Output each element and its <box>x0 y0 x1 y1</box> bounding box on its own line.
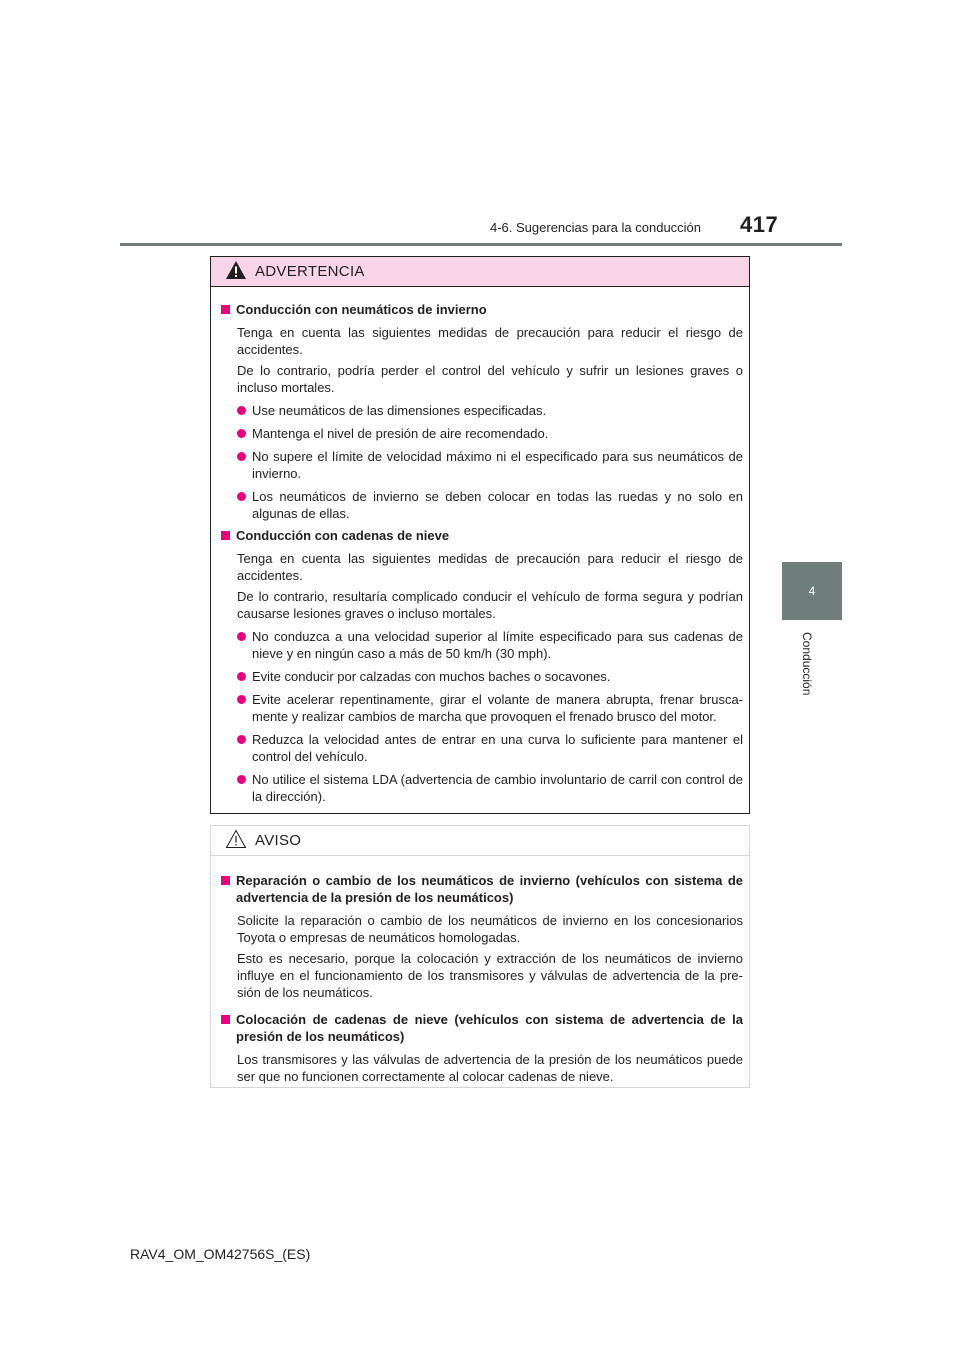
list-item-text: Los neumáticos de invierno se deben colocar en todas las ruedas y no solo en algunas de ellas. <box>252 489 743 521</box>
header-divider <box>120 243 842 246</box>
round-bullet-icon <box>237 492 246 501</box>
warning-triangle-icon <box>225 260 247 284</box>
chapter-tab-number: 4 <box>808 584 816 598</box>
round-bullet-icon <box>237 695 246 704</box>
section-title-text: Reparación o cambio de los neumáticos de invierno (vehículos con sistema de advertencia de la presión de los neumáticos) <box>236 873 743 905</box>
round-bullet-icon <box>237 775 246 784</box>
list-item-text: Reduzca la velocidad antes de entrar en una curva lo suficiente para mantener el control del vehículo. <box>252 732 743 764</box>
section-title-text: Conducción con cadenas de nieve <box>236 528 450 543</box>
warning-box-title: ADVERTENCIA <box>255 263 365 280</box>
chapter-tab[interactable] <box>782 562 842 620</box>
paragraph: Tenga en cuenta las siguientes medidas de precaución para reducir el riesgo de accidentes. <box>237 325 743 357</box>
list-item <box>237 425 743 442</box>
round-bullet-icon <box>237 735 246 744</box>
square-bullet-icon <box>221 1015 230 1024</box>
list-item <box>237 731 743 765</box>
square-bullet-icon <box>221 876 230 885</box>
list-item <box>237 668 743 685</box>
list-item <box>237 448 743 482</box>
round-bullet-icon <box>237 632 246 641</box>
notice-box-header <box>211 826 749 856</box>
warning-box-header <box>211 257 749 287</box>
warning-section-title <box>221 301 743 318</box>
round-bullet-icon <box>237 672 246 681</box>
list-item-text: Use neumáticos de las dimensiones especificadas. <box>252 403 547 418</box>
section-title-text: Colocación de cadenas de nieve (vehículos con sistema de advertencia de la presión de los neumáticos) <box>236 1012 743 1044</box>
chapter-tab-label: Conducción <box>800 632 814 696</box>
paragraph: Tenga en cuenta las siguientes medidas de precaución para reducir el riesgo de accidentes. <box>237 551 743 583</box>
page-number: 417 <box>740 212 779 237</box>
square-bullet-icon <box>221 531 230 540</box>
list-item <box>237 402 743 419</box>
list-item-text: Evite conducir por calzadas con muchos baches o socavones. <box>252 669 611 684</box>
list-item-text: Evite acelerar repentinamente, girar el volante de manera abrupta, frenar brusca-mente y realizar cambios de marcha que provoquen el frenado brusco del motor. <box>252 692 743 724</box>
round-bullet-icon <box>237 429 246 438</box>
section-title-text: Conducción con neumáticos de invierno <box>236 302 487 317</box>
notice-box-title: AVISO <box>255 832 302 849</box>
list-item-text: No supere el límite de velocidad máximo ni el especificado para sus neumáticos de invierno. <box>252 449 743 481</box>
header-section-title: 4-6. Sugerencias para la conducción <box>490 220 702 235</box>
paragraph: Solicite la reparación o cambio de los neumáticos de invierno en los concesionarios Toyota o empresas de neumáticos homologadas. <box>237 913 743 945</box>
warning-section-title <box>221 527 743 544</box>
notice-section-title <box>221 872 743 906</box>
list-item-text: No utilice el sistema LDA (advertencia de cambio involuntario de carril con control de la dirección). <box>252 772 743 804</box>
paragraph: De lo contrario, podría perder el control del vehículo y sufrir un lesiones graves o incluso mortales. <box>237 363 743 395</box>
warning-box <box>210 256 750 814</box>
notice-box <box>210 825 750 1088</box>
round-bullet-icon <box>237 452 246 461</box>
list-item-text: Mantenga el nivel de presión de aire recomendado. <box>252 426 549 441</box>
paragraph: Esto es necesario, porque la colocación y extracción de los neumáticos de invierno influye en el funcionamiento de los transmisores y válvulas de advertencia de la pre-sión de los neumáticos. <box>237 951 743 1000</box>
list-item <box>237 771 743 805</box>
round-bullet-icon <box>237 406 246 415</box>
document-code: RAV4_OM_OM42756S_(ES) <box>130 1246 311 1262</box>
paragraph: Los transmisores y las válvulas de advertencia de la presión de los neumáticos puede ser que no funcionen correctamente al colocar cadenas de nieve. <box>237 1052 743 1084</box>
list-item-text: No conduzca a una velocidad superior al límite especificado para sus cadenas de nieve y en ningún caso a más de 50 km/h (30 mph). <box>252 629 743 661</box>
paragraph: De lo contrario, resultaría complicado conducir el vehículo de forma segura y podrían causarse lesiones graves o incluso mortales. <box>237 589 743 621</box>
notice-section-title <box>221 1011 743 1045</box>
list-item <box>237 691 743 725</box>
list-item <box>237 488 743 522</box>
list-item <box>237 628 743 662</box>
square-bullet-icon <box>221 305 230 314</box>
caution-triangle-icon <box>225 829 247 853</box>
